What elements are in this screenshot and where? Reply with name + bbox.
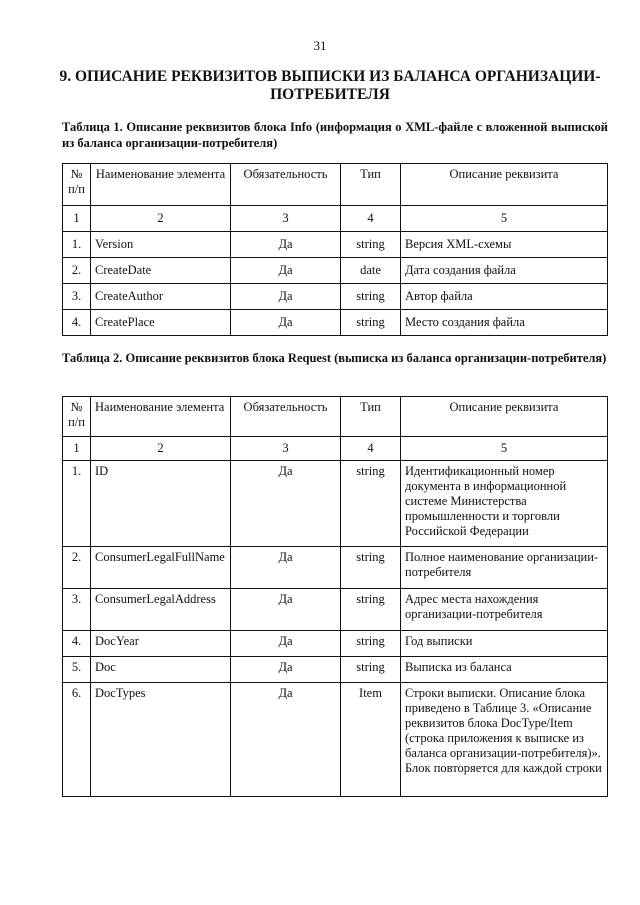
type-value: string (341, 631, 401, 657)
index-cell: 4 (341, 437, 401, 461)
table-index-row (63, 206, 608, 232)
row-number: 1. (63, 461, 91, 547)
index-cell: 3 (231, 206, 341, 232)
header-name: Наименование элемента (91, 397, 231, 437)
header-required: Обязательность (231, 397, 341, 437)
required-value: Да (231, 461, 341, 547)
row-number: 2. (63, 258, 91, 284)
required-value: Да (231, 258, 341, 284)
type-value: string (341, 461, 401, 547)
description: Полное наименование организации-потребителя (401, 547, 608, 589)
description: Строки выписки. Описание блока приведено в Таблице 3. «Описание реквизитов блока DocType/Item (строка приложения к выписке из баланса организации-потребителя)». Блок повторяется для каждой строки (401, 683, 608, 797)
element-name: CreatePlace (91, 310, 231, 336)
index-cell: 2 (91, 206, 231, 232)
header-required: Обязательность (231, 164, 341, 206)
header-num: № п/п (63, 397, 91, 437)
required-value: Да (231, 657, 341, 683)
element-name: CreateDate (91, 258, 231, 284)
header-description: Описание реквизита (401, 397, 608, 437)
section-title: 9. ОПИСАНИЕ РЕКВИЗИТОВ ВЫПИСКИ ИЗ БАЛАНСА ОРГАНИЗАЦИИ-ПОТРЕБИТЕЛЯ (59, 68, 601, 103)
type-value: string (341, 657, 401, 683)
element-name: DocTypes (91, 683, 231, 797)
index-cell: 1 (63, 437, 91, 461)
element-name: DocYear (91, 631, 231, 657)
row-number: 3. (63, 284, 91, 310)
element-name: Version (91, 232, 231, 258)
description: Адрес места нахождения организации-потребителя (401, 589, 608, 631)
header-type: Тип (341, 397, 401, 437)
table1 (62, 163, 608, 336)
required-value: Да (231, 589, 341, 631)
required-value: Да (231, 631, 341, 657)
row-number: 5. (63, 657, 91, 683)
table-row (63, 589, 608, 631)
index-cell: 4 (341, 206, 401, 232)
table-row (63, 310, 608, 336)
row-number: 6. (63, 683, 91, 797)
table-row (63, 683, 608, 797)
table-index-row (63, 437, 608, 461)
table-row (63, 461, 608, 547)
required-value: Да (231, 310, 341, 336)
element-name: CreateAuthor (91, 284, 231, 310)
type-value: Item (341, 683, 401, 797)
index-cell: 1 (63, 206, 91, 232)
table2 (62, 396, 608, 797)
row-number: 4. (63, 631, 91, 657)
table-header-row (63, 397, 608, 437)
row-number: 1. (63, 232, 91, 258)
table-header-row (63, 164, 608, 206)
row-number: 2. (63, 547, 91, 589)
table-row (63, 284, 608, 310)
header-type: Тип (341, 164, 401, 206)
required-value: Да (231, 547, 341, 589)
required-value: Да (231, 683, 341, 797)
table1-caption: Таблица 1. Описание реквизитов блока Info (информация о XML-файле с вложенной выпиской из баланса организации-потребителя) (62, 120, 608, 150)
type-value: string (341, 232, 401, 258)
description: Дата создания файла (401, 258, 608, 284)
table2-caption: Таблица 2. Описание реквизитов блока Request (выписка из баланса организации-потребителя) (62, 351, 607, 365)
index-cell: 5 (401, 437, 608, 461)
type-value: string (341, 547, 401, 589)
description: Автор файла (401, 284, 608, 310)
table-row (63, 631, 608, 657)
table-row (63, 258, 608, 284)
description: Версия XML-схемы (401, 232, 608, 258)
type-value: string (341, 284, 401, 310)
header-name: Наименование элемента (91, 164, 231, 206)
element-name: ConsumerLegalAddress (91, 589, 231, 631)
type-value: string (341, 589, 401, 631)
element-name: ID (91, 461, 231, 547)
description: Выписка из баланса (401, 657, 608, 683)
table-row (63, 657, 608, 683)
required-value: Да (231, 232, 341, 258)
header-num: № п/п (63, 164, 91, 206)
table-row (63, 547, 608, 589)
description: Идентификационный номер документа в информационной системе Министерства промышленности и торговли Российской Федерации (401, 461, 608, 547)
required-value: Да (231, 284, 341, 310)
element-name: ConsumerLegalFullName (91, 547, 231, 589)
row-number: 3. (63, 589, 91, 631)
index-cell: 2 (91, 437, 231, 461)
table-row (63, 232, 608, 258)
description: Год выписки (401, 631, 608, 657)
index-cell: 5 (401, 206, 608, 232)
header-description: Описание реквизита (401, 164, 608, 206)
row-number: 4. (63, 310, 91, 336)
description: Место создания файла (401, 310, 608, 336)
page-number: 31 (313, 38, 327, 53)
index-cell: 3 (231, 437, 341, 461)
type-value: date (341, 258, 401, 284)
element-name: Doc (91, 657, 231, 683)
type-value: string (341, 310, 401, 336)
